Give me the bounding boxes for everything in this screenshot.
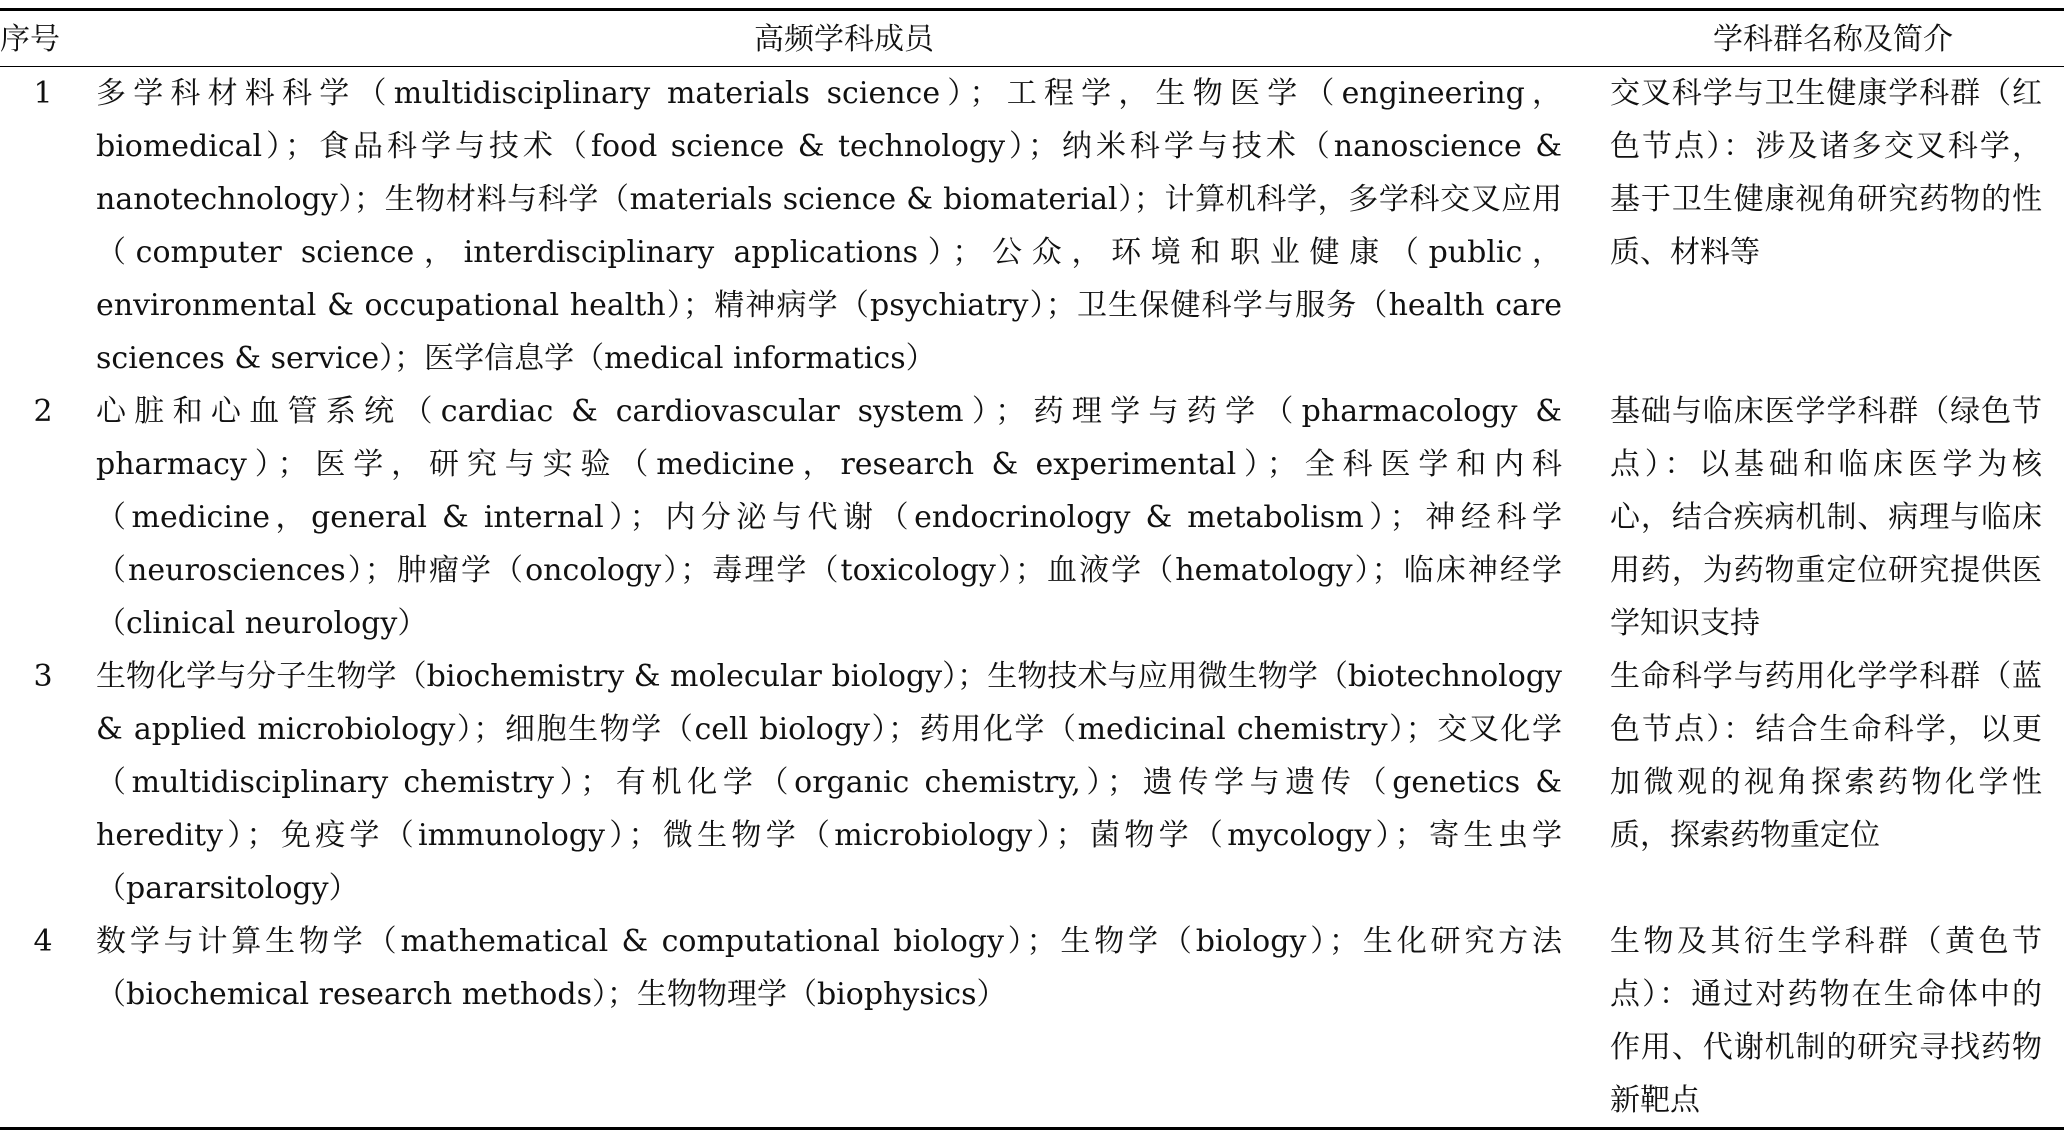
row-index: 1 xyxy=(33,76,53,111)
row-group-description: 生物及其衍生学科群（黄色节点）：通过对药物在生命体中的作用、代谢机制的研究寻找药物新靶点 xyxy=(1602,915,2064,1129)
header-row xyxy=(0,10,2064,67)
row-group-description: 生命科学与药用化学学科群（蓝色节点）：结合生命科学，以更加微观的视角探索药物化学性质，探索药物重定位 xyxy=(1610,659,2042,853)
table-row xyxy=(0,915,2064,1129)
table-row xyxy=(0,385,2064,650)
row-group-description: 基础与临床医学学科群（绿色节点）：以基础和临床医学为核心，结合疾病机制、病理与临床用药，为药物重定位研究提供医学知识支持 xyxy=(1610,394,2042,641)
table-row xyxy=(0,67,2064,386)
table-header xyxy=(0,10,2064,67)
row-index: 2 xyxy=(33,394,53,429)
row-members: 数学与计算生物学（mathematical & computational biology）；生物学（biology）；生化研究方法（biochemical research methods）；生物物理学（biophysics） xyxy=(86,915,1602,1129)
row-members: 生物化学与分子生物学（biochemistry & molecular biology）；生物技术与应用微生物学（biotechnology & applied microbiology）；细胞生物学（cell biology）；药用化学（medicinal chemistry）；交叉化学（multidisciplinary chemistry）；有机化学（organic chemistry,）；遗传学与遗传（genetics & heredity）；免疫学（immunology）；微生物学（microbiology）；菌物学（mycology）；寄生虫学（pararsitology） xyxy=(96,659,1562,906)
header-group: 学科群名称及简介 xyxy=(1602,10,2064,67)
row-index: 4 xyxy=(0,915,86,1129)
row-members: 多学科材料科学（multidisciplinary materials science）；工程学，生物医学（engineering，biomedical）；食品科学与技术（food science & technology）；纳米科学与技术（nanoscience & nanotechnology）；生物材料与科学（materials science & biomaterial）；计算机科学，多学科交叉应用（computer science，interdisciplinary applications）；公众，环境和职业健康（public，environmental & occupational health）；精神病学（psychiatry）；卫生保健科学与服务（health care sciences & service）；医学信息学（medical informatics） xyxy=(96,76,1562,376)
table-body xyxy=(0,67,2064,1129)
row-members: 心脏和心血管系统（cardiac & cardiovascular system）；药理学与药学（pharmacology & pharmacy）；医学，研究与实验（medicine，research & experimental）；全科医学和内科（medicine，general & internal）；内分泌与代谢（endocrinology & metabolism）；神经科学（neurosciences）；肿瘤学（oncology）；毒理学（toxicology）；血液学（hematology）；临床神经学（clinical neurology） xyxy=(96,394,1562,641)
discipline-cluster-table xyxy=(0,8,2064,1130)
table-row xyxy=(0,650,2064,915)
header-members: 高频学科成员 xyxy=(86,10,1602,67)
row-index: 3 xyxy=(33,659,53,694)
row-group-description: 交叉科学与卫生健康学科群（红色节点）：涉及诸多交叉科学，基于卫生健康视角研究药物的性质、材料等 xyxy=(1610,76,2042,270)
header-index: 序号 xyxy=(0,10,86,67)
